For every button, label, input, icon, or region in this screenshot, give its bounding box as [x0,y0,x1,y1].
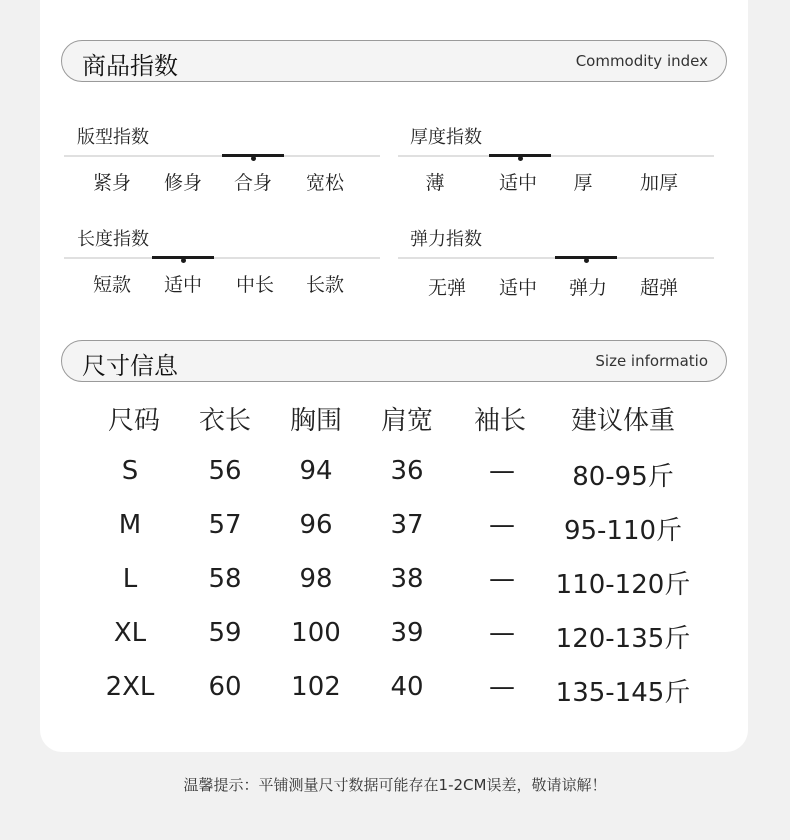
length-index-title: 长度指数 [77,229,149,250]
table-cell-sleeve: — [489,456,515,486]
table-cell-chest: 102 [291,672,341,702]
thickness-option-2: 厚 [573,172,593,194]
table-cell-sleeve: — [489,510,515,540]
elasticity-option-3: 超弹 [639,277,678,299]
fit-index-marker-dot [251,156,256,161]
elasticity-index-marker-dot [584,258,589,263]
length-index-marker-dot [181,258,186,263]
table-cell-length: 56 [208,456,242,486]
table-header-weight: 建议体重 [570,406,675,436]
thickness-option-3: 加厚 [639,172,678,194]
thickness-index-scale [398,155,714,157]
fit-index-title: 版型指数 [77,127,149,148]
length-option-2: 中长 [235,274,274,296]
table-cell-length: 59 [208,618,242,648]
length-option-1: 适中 [163,274,202,296]
thickness-option-0: 薄 [425,172,445,194]
table-header-chest: 胸围 [289,406,342,436]
table-cell-weight: 80-95斤 [572,462,674,492]
fit-option-3: 宽松 [305,172,344,194]
table-cell-chest: 100 [291,618,341,648]
thickness-index-marker-dot [518,156,523,161]
table-cell-shoulder: 38 [390,564,424,594]
thickness-option-1: 适中 [498,172,537,194]
elasticity-option-2: 弹力 [568,277,607,299]
commodity-index-title: 商品指数 [82,52,178,80]
table-cell-size: L [122,564,138,594]
table-cell-shoulder: 39 [390,618,424,648]
size-info-subtitle: Size informatio [595,352,708,370]
table-header-size: 尺码 [107,406,160,436]
elasticity-option-1: 适中 [498,277,537,299]
commodity-index-subtitle: Commodity index [575,52,708,70]
table-cell-weight: 120-135斤 [555,624,691,654]
commodity-index-header [61,40,727,82]
table-cell-shoulder: 37 [390,510,424,540]
table-cell-shoulder: 36 [390,456,424,486]
footer-note: 温馨提示：平铺测量尺寸数据可能存在1-2CM误差，敬请谅解！ [183,776,607,794]
table-header-length: 衣长 [198,406,251,436]
length-option-0: 短款 [92,274,131,296]
table-cell-sleeve: — [489,618,515,648]
length-index-scale [64,257,380,259]
table-cell-size: 2XL [105,672,155,702]
table-cell-length: 58 [208,564,242,594]
table-cell-length: 57 [208,510,242,540]
elasticity-index-title: 弹力指数 [410,229,482,250]
fit-option-2: 合身 [233,172,272,194]
table-header-sleeve: 袖长 [473,406,526,436]
table-cell-shoulder: 40 [390,672,424,702]
size-info-title: 尺寸信息 [82,352,178,380]
table-cell-weight: 135-145斤 [555,678,691,708]
length-option-3: 长款 [305,274,344,296]
thickness-index-title: 厚度指数 [410,127,482,148]
table-header-shoulder: 肩宽 [380,406,433,436]
table-cell-size: S [121,456,139,486]
table-cell-length: 60 [208,672,242,702]
table-cell-size: M [118,510,142,540]
table-cell-chest: 94 [299,456,333,486]
table-cell-weight: 110-120斤 [555,570,691,600]
table-cell-sleeve: — [489,672,515,702]
elasticity-option-0: 无弹 [427,277,466,299]
table-cell-chest: 98 [299,564,333,594]
table-cell-sleeve: — [489,564,515,594]
table-cell-chest: 96 [299,510,333,540]
table-cell-size: XL [113,618,147,648]
table-cell-weight: 95-110斤 [563,516,683,546]
fit-option-0: 紧身 [92,172,131,194]
fit-option-1: 修身 [163,172,202,194]
size-info-header [61,340,727,382]
